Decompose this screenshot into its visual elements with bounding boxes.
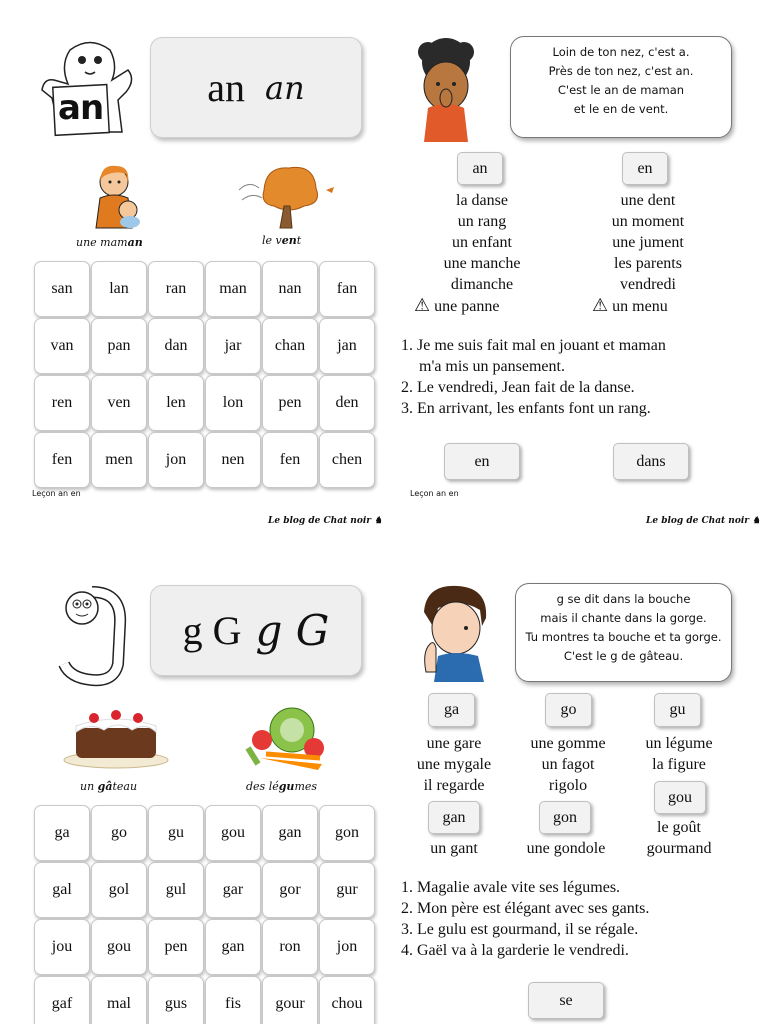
syllable-cell[interactable]: lan: [91, 261, 147, 317]
syllable-cell[interactable]: gon: [319, 805, 375, 861]
sentence-1: 1. Je me suis fait mal en jouant et maman: [401, 337, 666, 354]
bubble-line-3: C'est le an de maman: [557, 83, 685, 97]
sentence-1b: m'a mis un pansement.: [419, 358, 565, 375]
syllable-cell[interactable]: pen: [262, 375, 318, 431]
syllable-cell[interactable]: nen: [205, 432, 261, 488]
word-en-6: un menu: [612, 298, 668, 315]
word-an-4: une manche: [443, 255, 521, 272]
title-print: an: [207, 65, 246, 110]
mascot-word: an: [58, 88, 104, 128]
bubble-line-1: Loin de ton nez, c'est a.: [552, 45, 690, 59]
syllable-cell[interactable]: gu: [148, 805, 204, 861]
word-ga-3: il regarde: [423, 777, 485, 794]
sentence-3: 3. En arrivant, les enfants font un rang.: [401, 400, 651, 417]
bubble-line-3: Tu montres ta bouche et ta gorge.: [525, 630, 722, 644]
caption-vent: le vent: [262, 234, 302, 247]
sound-button-gan[interactable]: gan: [428, 801, 480, 834]
syllable-cell[interactable]: gan: [205, 919, 261, 975]
syllable-cell[interactable]: jon: [148, 432, 204, 488]
syllable-grid-an: [34, 261, 375, 488]
word-an-1: la danse: [456, 192, 508, 209]
sound-button-gou[interactable]: gou: [654, 781, 706, 814]
lecon-label: Leçon an en: [32, 489, 81, 498]
sentences-an-en: [401, 335, 666, 419]
cat-icon: ♞: [749, 516, 761, 526]
boy-throat-icon: [412, 582, 492, 682]
speech-bubble-an: [510, 36, 732, 138]
bubble-line-4: C'est le g de gâteau.: [563, 649, 684, 663]
syllable-cell[interactable]: jon: [319, 919, 375, 975]
syllable-cell[interactable]: go: [91, 805, 147, 861]
syllable-cell[interactable]: jan: [319, 318, 375, 374]
sentence-2: 2. Le vendredi, Jean fait de la danse.: [401, 379, 635, 396]
syllable-cell[interactable]: pen: [148, 919, 204, 975]
word-en-4: les parents: [614, 255, 682, 272]
syllable-cell[interactable]: fen: [262, 432, 318, 488]
word-en-5: vendredi: [620, 276, 676, 293]
word-an-3: un enfant: [452, 234, 512, 251]
word-gou-2: gourmand: [646, 840, 712, 857]
syllable-cell[interactable]: gor: [262, 862, 318, 918]
word-gan: un gant: [430, 840, 478, 857]
word-go-2: un fagot: [541, 756, 595, 773]
card3-title-box: [150, 585, 362, 676]
lecon-label: Leçon an en: [410, 489, 459, 498]
syllable-cell[interactable]: ron: [262, 919, 318, 975]
sentence-2: 2. Mon père est élégant avec ses gants.: [401, 900, 650, 917]
syllable-cell[interactable]: lon: [205, 375, 261, 431]
syllable-cell[interactable]: men: [91, 432, 147, 488]
syllable-cell[interactable]: ga: [34, 805, 90, 861]
syllable-cell[interactable]: dan: [148, 318, 204, 374]
syllable-cell[interactable]: den: [319, 375, 375, 431]
syllable-cell[interactable]: gus: [148, 976, 204, 1024]
caption-maman: une maman: [76, 236, 143, 249]
bubble-line-1: g se dit dans la bouche: [556, 592, 691, 606]
sound-button-an[interactable]: an: [457, 152, 503, 185]
answer-button-se[interactable]: se: [528, 982, 604, 1019]
vegetables-icon: [240, 704, 330, 774]
word-en-3: une jument: [612, 234, 684, 251]
cat-icon: ♞: [371, 516, 383, 526]
sentence-4: 4. Gaël va à la garderie le vendredi.: [401, 942, 629, 959]
blog-signature: Le blog de Chat noir ♞: [646, 516, 761, 526]
sentences-g: [401, 877, 649, 961]
sentence-3: 3. Le gulu est gourmand, il se régale.: [401, 921, 639, 938]
answer-button-dans[interactable]: dans: [613, 443, 689, 480]
word-ga-1: une gare: [426, 735, 482, 752]
syllable-cell[interactable]: gaf: [34, 976, 90, 1024]
syllable-cell[interactable]: gou: [91, 919, 147, 975]
caption-gateau: un gâteau: [80, 780, 138, 793]
syllable-cell[interactable]: fan: [319, 261, 375, 317]
caption-legumes: des légumes: [246, 780, 318, 793]
title-cursive: an: [265, 68, 305, 107]
warning-icon: ⚠: [592, 295, 609, 316]
syllable-cell[interactable]: jar: [205, 318, 261, 374]
tree-wind-icon: [234, 160, 344, 230]
bubble-line-2: Près de ton nez, c'est an.: [548, 64, 694, 78]
word-gu-1: un légume: [645, 735, 713, 752]
sound-button-gu[interactable]: gu: [654, 693, 701, 727]
word-an-2: un rang: [457, 213, 507, 230]
syllable-cell[interactable]: chan: [262, 318, 318, 374]
sentence-1: 1. Magalie avale vite ses légumes.: [401, 879, 621, 896]
syllable-cell[interactable]: pan: [91, 318, 147, 374]
title-print: g G: [182, 608, 242, 653]
word-an-6-row: [414, 295, 499, 317]
syllable-cell[interactable]: van: [34, 318, 90, 374]
word-gon: une gondole: [526, 840, 606, 857]
syllable-cell[interactable]: mal: [91, 976, 147, 1024]
blog-signature: Le blog de Chat noir ♞: [268, 516, 383, 526]
syllable-grid-g: [34, 805, 375, 1024]
syllable-cell[interactable]: nan: [262, 261, 318, 317]
syllable-cell[interactable]: gou: [205, 805, 261, 861]
syllable-cell[interactable]: gur: [319, 862, 375, 918]
word-list-go: [514, 733, 622, 796]
syllable-cell[interactable]: gal: [34, 862, 90, 918]
syllable-cell[interactable]: chou: [319, 976, 375, 1024]
syllable-cell[interactable]: fen: [34, 432, 90, 488]
word-gou-1: le goût: [657, 819, 701, 836]
word-gu-2: la figure: [652, 756, 706, 773]
syllable-cell[interactable]: jou: [34, 919, 90, 975]
syllable-cell[interactable]: fis: [205, 976, 261, 1024]
word-en-1: une dent: [620, 192, 676, 209]
word-en-6-row: [592, 295, 668, 317]
syllable-cell[interactable]: gul: [148, 862, 204, 918]
bubble-line-4: et le en de vent.: [573, 102, 669, 116]
word-an-6: une panne: [434, 298, 500, 315]
sound-button-go[interactable]: go: [545, 693, 592, 727]
sound-button-gon[interactable]: gon: [539, 801, 591, 834]
word-go-1: une gomme: [530, 735, 606, 752]
syllable-cell[interactable]: ren: [34, 375, 90, 431]
word-list-gou: [626, 817, 732, 859]
worm-nine-icon: [52, 584, 132, 684]
syllable-cell[interactable]: ran: [148, 261, 204, 317]
syllable-cell[interactable]: man: [205, 261, 261, 317]
cake-icon: [60, 704, 170, 770]
syllable-cell[interactable]: gour: [262, 976, 318, 1024]
word-an-5: dimanche: [450, 276, 514, 293]
syllable-cell[interactable]: ven: [91, 375, 147, 431]
syllable-cell[interactable]: len: [148, 375, 204, 431]
syllable-cell[interactable]: san: [34, 261, 90, 317]
syllable-cell[interactable]: chen: [319, 432, 375, 488]
word-list-ga: [400, 733, 508, 796]
word-list-an: [420, 190, 544, 295]
syllable-cell[interactable]: gol: [91, 862, 147, 918]
word-list-en: [586, 190, 710, 295]
girl-nose-icon: [406, 38, 486, 143]
mother-baby-icon: [92, 160, 152, 230]
card1-title-box: [150, 37, 362, 138]
bubble-line-2: mais il chante dans la gorge.: [540, 611, 707, 625]
answer-button-en[interactable]: en: [444, 443, 520, 480]
word-en-2: un moment: [611, 213, 685, 230]
title-cursive: g G: [255, 606, 330, 655]
warning-icon: ⚠: [414, 295, 431, 316]
word-list-gu: [626, 733, 732, 775]
word-go-3: rigolo: [548, 777, 588, 794]
sound-button-en[interactable]: en: [622, 152, 668, 185]
word-ga-2: une mygale: [416, 756, 492, 773]
sound-button-ga[interactable]: ga: [428, 693, 475, 727]
syllable-cell[interactable]: gar: [205, 862, 261, 918]
syllable-cell[interactable]: gan: [262, 805, 318, 861]
speech-bubble-g: [515, 583, 732, 682]
